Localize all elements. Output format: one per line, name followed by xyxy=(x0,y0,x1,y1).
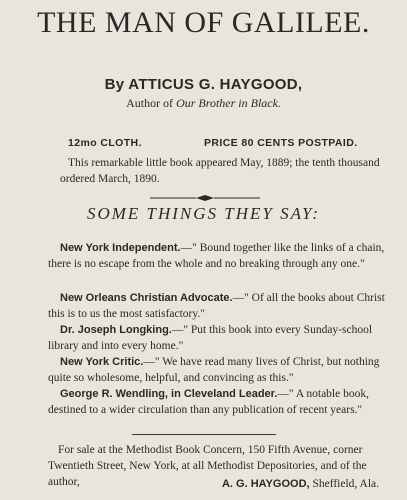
price-label: PRICE 80 CENTS POSTPAID. xyxy=(204,137,358,149)
description: This remarkable little book appeared May, 1889; the tenth thousand ordered March, 1890. xyxy=(60,157,380,185)
quote-source: New York Critic. xyxy=(60,356,144,368)
book-title: THE MAN OF GALILEE. xyxy=(37,6,370,39)
quote-source: New Orleans Christian Advocate. xyxy=(60,292,233,304)
quote-text: —" Bound together like the links of a chain, there is no escape from the whole and no breaking through any one." xyxy=(48,242,385,270)
quote-text: —" A notable book, destined to a wider circulation than any publication of recent years." xyxy=(48,388,369,416)
format-label: 12mo CLOTH. xyxy=(68,137,142,149)
quote-item xyxy=(48,290,397,322)
quote-source: George R. Wendling, in Cleveland Leader. xyxy=(60,388,278,400)
quote-text: —" We have read many lives of Christ, but nothing quite so wholesome, helpful, and convincing as this." xyxy=(48,356,380,384)
quote-item xyxy=(48,322,397,354)
signature-name: A. G. HAYGOOD, xyxy=(221,478,310,490)
sale-notice: For sale at the Methodist Book Concern, 150 Fifth Avenue, corner Twentieth Street, New York, at all Methodist Depositories, and of the author, xyxy=(48,444,367,488)
author-of-line xyxy=(0,96,407,111)
section-heading: SOME THINGS THEY SAY: xyxy=(86,204,321,223)
quote-source: Dr. Joseph Longking. xyxy=(60,324,172,336)
signature-line xyxy=(222,478,379,490)
quote-source: New York Independent. xyxy=(60,242,181,254)
section-separator xyxy=(132,434,276,435)
author-of-book: Our Brother in Black. xyxy=(176,96,281,110)
quote-item xyxy=(48,354,397,386)
quote-item xyxy=(48,240,397,272)
ornament-divider xyxy=(150,194,260,202)
format-price-line xyxy=(68,137,385,149)
quote-item xyxy=(48,386,397,418)
quote-text: —" Put this book into every Sunday-school library and into every home." xyxy=(48,324,373,352)
signature-place: Sheffield, Ala. xyxy=(309,478,379,490)
byline: By ATTICUS G. HAYGOOD, xyxy=(104,76,303,93)
author-of-prefix: Author of xyxy=(126,96,177,110)
quote-text: —" Of all the books about Christ this is to us the most satisfactory." xyxy=(48,292,385,320)
